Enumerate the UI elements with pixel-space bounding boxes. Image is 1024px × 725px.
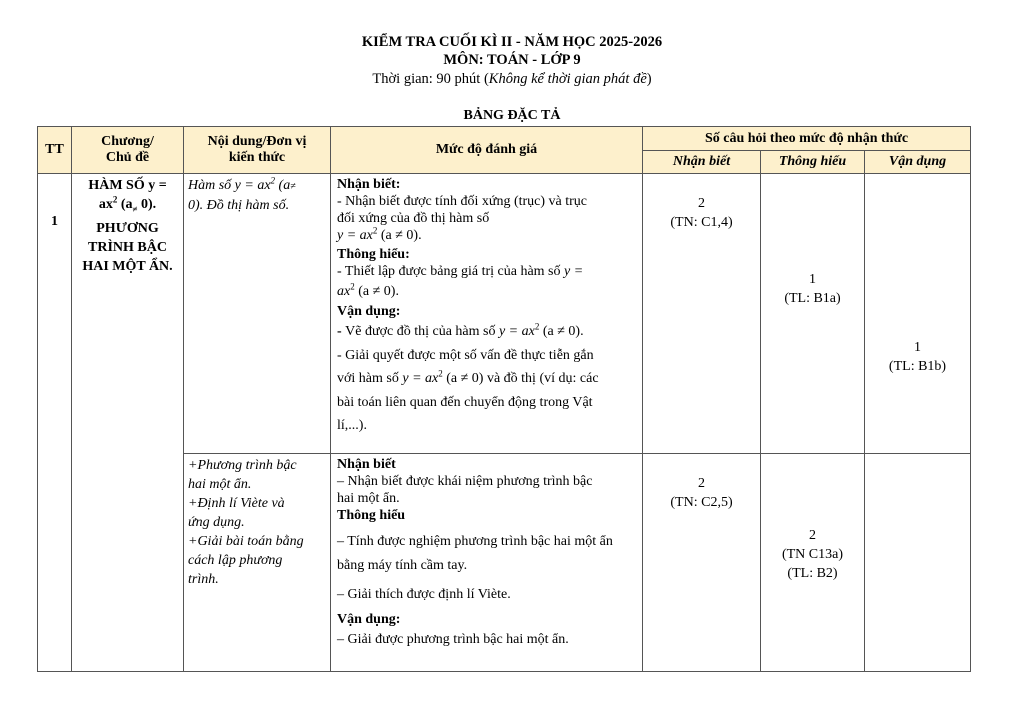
- thong-hieu-count: 1 (TL: B1a): [761, 174, 865, 454]
- header-van-dung: Vận dụng: [865, 151, 971, 174]
- exam-subject: MÔN: TOÁN - LỚP 9: [443, 52, 581, 68]
- thong-hieu-count: 2 (TN C13a) (TL: B2): [761, 454, 865, 672]
- header-content: Nội dung/Đơn vị kiến thức: [184, 127, 331, 174]
- assessment-cell: Nhận biết – Nhận biết được khái niệm phương trình bậc hai một ẩn. Thông hiểu – Tính được nghiệm phương trình bậc hai một ẩn bằng máy tính cầm tay. – Giải thích được định lí Viète. Vận dụng: – Giải được phương trình bậc hai một ẩn.: [331, 454, 643, 672]
- assessment-cell: Nhận biết: - Nhận biết được tính đối xứng (trục) và trục đối xứng của đồ thị hàm số $y = ax^2$ (a ≠ 0). Thông hiểu: - Thiết lập được bảng giá trị của hàm số y = $ax^2$ (a ≠ 0). Vận dụng: - Vẽ được đồ thị của hàm số $y = ax^2$ (a ≠ 0). - Giải quyết được một số vấn đề thực tiễn gắn với hàm số $y = ax^2$ (a ≠ 0) và đồ thị (ví dụ: các bài toán liên quan đến chuyển động trong Vật lí,...).: [331, 174, 643, 454]
- exam-time-note: Không kể thời gian phát đề: [488, 71, 647, 87]
- header-chapter: Chương/ Chủ đề: [72, 127, 184, 174]
- header-question-count: Số câu hỏi theo mức độ nhận thức: [643, 127, 971, 151]
- table-title: BẢNG ĐẶC TẢ: [463, 108, 561, 123]
- specification-table: [37, 126, 971, 672]
- row-number: 1: [38, 174, 72, 672]
- header-level: Mức độ đánh giá: [331, 127, 643, 174]
- content-cell: Hàm số $y = ax^2$ (a≠ 0). Đồ thị hàm số.: [184, 174, 331, 454]
- content-cell: +Phương trình bậc hai một ẩn. +Định lí Viète và ứng dụng. +Giải bài toán bằng cách lập phương trình.: [184, 454, 331, 672]
- header-nhan-biet: Nhận biết: [643, 151, 761, 174]
- nhan-biet-count: 2 (TN: C1,4): [643, 174, 761, 454]
- exam-title: KIỂM TRA CUỐI KÌ II - NĂM HỌC 2025-2026: [361, 34, 663, 50]
- header-thong-hieu: Thông hiểu: [761, 151, 865, 174]
- chapter-cell: HÀM SỐ y = $ax^2$ ($a_\ne$ 0). PHƯƠNG TRÌNH BẬC HAI MỘT ẨN.: [72, 174, 184, 672]
- exam-time: Thời gian: 90 phút (Không kể thời gian phát đề): [372, 71, 652, 87]
- nhan-biet-count: 2 (TN: C2,5): [643, 454, 761, 672]
- header-tt: TT: [38, 127, 72, 174]
- van-dung-count: [865, 454, 971, 672]
- van-dung-count: 1 (TL: B1b): [865, 174, 971, 454]
- table-row: [38, 174, 971, 454]
